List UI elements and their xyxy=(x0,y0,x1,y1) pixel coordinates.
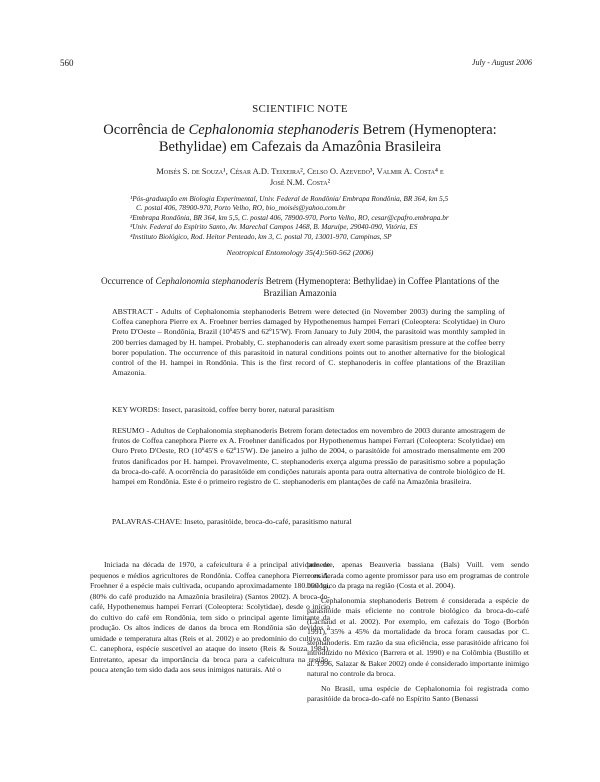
affiliations xyxy=(130,194,510,241)
title-species: Cephalonomia stephanoderis xyxy=(188,122,359,138)
issue-date: July - August 2006 xyxy=(471,58,532,67)
abstract-text: - Adults of Cephalonomia stephanoderis Betrem were detected (in November 2003) during the sampling of Coffea canephora Pierre ex A. Froehner berries damaged by Hypothenemus hampei Ferrari (Coleoptera: Scolytidae) in Ouro Preto D'Oeste – Rondônia, Brazil (10º45'S and 62º15'W). From January to July 2004, the parasitoid was monthly sampled in 200 berries damaged by H. hampei. Probably, C. stephanoderis can already exert some parasitism pressure at the coffee berry borer population. The occurrence of this parasitoid in natural conditions points out to another alternative for the biological control of the H. hampei in Rondônia. This is the first record of C. stephanoderis in coffee plantations of the Brazilian Amazonia. xyxy=(112,307,505,378)
authors-line-2: José N.M. Costa² xyxy=(269,177,331,187)
article-title xyxy=(80,122,520,156)
keywords: KEY WORDS: Insect, parasitoid, coffee berry borer, natural parasitism xyxy=(112,405,335,414)
body-paragraph: presente, apenas Beauveria bassiana (Bals) Vuill. vem sendo considerada como agente promissor para uso em programas de controle biológico da praga na região (Costa et al. 2004). xyxy=(307,560,529,590)
resumo-text: - Adultos de Cephalonomia stephanoderis Betrem foram detectados em novembro de 2003 durante amostragem de frutos de Coffea canephora Pierre ex A. Froehner danificados por Hypothenemus hampei Ferrari (Coleoptera: Scolytidae) em Ouro Preto D'Oeste, RO (10º45'S e 62º15'W). De janeiro a julho de 2004, o parasitóide foi amostrado mensalmente em 200 frutos danificados por H. hampei. Provavelmente, C. stephanoderis exerça alguma pressão de parasitismo sobre a população da broca-do-café. A ocorrência do parasitóide em condições naturais aponta para outra alternativa de controle biológico de H. hampei em Rondônia. Este é o primeiro registro de C. stephanoderis em plantações de café na Amazônia brasileira. xyxy=(112,426,505,487)
authors-line-1: Moisés S. de Souza¹, César A.D. Teixeira², Celso O. Azevedo³, Valmir A. Costa⁴ e xyxy=(156,166,444,176)
resumo-label: RESUMO xyxy=(112,426,145,435)
abstract xyxy=(112,307,505,378)
body-paragraph: Cephalonomia stephanoderis Betrem é considerada a espécie de parasitóide mais eficiente no controle biológico da broca-do-café (Lachaud et al. 2002). Por exemplo, em cafezais do Togo (Borbón 1991), 35% a 45% da mortalidade da broca foram causadas por C. stephanoderis. Em razão da sua eficiência, esse parasitóide africano foi introduzido no México (Barrera et al. 1990) e na Colômbia (Bustillo et al. 1996, Salazar & Baker 2002) onde é considerado importante inimigo natural no controle da broca. xyxy=(307,595,529,678)
title-part2: Betrem (Hymenoptera: Bethylidae) em Cafezais da Amazônia Brasileira xyxy=(158,122,497,155)
affiliation-line: ¹Pós-graduação em Biologia Experimental, Univ. Federal de Rondônia/ Embrapa Rondônia, BR 364, km 5,5 xyxy=(130,194,449,203)
abstract-label: ABSTRACT xyxy=(112,307,153,316)
english-title-part2: Betrem (Hymenoptera: Bethylidae) in Coffee Plantations of the Brazilian Amazonia xyxy=(263,276,500,298)
affiliation-line: ³Univ. Federal do Espírito Santo, Av. Marechal Campos 1468, B. Maruípe, 29040-090, Vitória, ES xyxy=(130,222,418,232)
palavras-chave: PALAVRAS-CHAVE: Inseto, parasitóide, broca-do-café, parasitismo natural xyxy=(112,517,352,526)
english-title xyxy=(92,276,508,299)
body-column-1 xyxy=(90,560,330,676)
english-title-species: Cephalonomia stephanoderis xyxy=(155,276,264,286)
body-paragraph: No Brasil, uma espécie de Cephalonomia foi registrada como parasitóide da broca-do-café no Espírito Santo (Benassi xyxy=(307,683,529,703)
title-part1: Ocorrência de xyxy=(103,122,189,138)
affiliation-line: ⁴Instituto Biológico, Rod. Heitor Penteado, km 3, C. postal 70, 13001-970, Campinas, SP xyxy=(130,231,392,241)
authors xyxy=(120,166,480,188)
english-title-part1: Occurrence of xyxy=(100,276,156,286)
body-paragraph: Iniciada na década de 1970, a cafeicultura é a principal atividade de pequenos e médios agricultores de Rondônia. Coffea canephora Pierre ex A. Froehner é a espécie mais cultivada, ocupando aproximadamente 180.000 ha, (80% do café produzido na Amazônia brasileira) (Santos 2002). A broca-do-café, Hypothenemus hampei Ferrari (Coleoptera: Scolytidae), desde o início do cultivo do café em Rondônia, tem sido o principal agente limitante da produção. Os altos índices de danos da broca em Rondônia são devidos à umidade e temperatura altas (Reis et al. 2002) e ao predomínio do cultivo de C. canephora, espécie suscetível ao ataque do inseto (Reis & Souza 1984). Entretanto, apesar da importância da broca para a cafeicultura na região, pouca atenção tem sido dada aos seus inimigos naturais. Até o xyxy=(90,560,330,674)
body-column-2 xyxy=(307,560,529,705)
resumo xyxy=(112,426,505,487)
affiliation-line: C. postal 406, 78900-970, Porto Velho, RO, bio_moisés@yahoo.com.br xyxy=(136,203,346,213)
page-number: 560 xyxy=(60,58,74,68)
affiliation-line: ²Embrapa Rondônia, BR 364, km 5,5, C. postal 406, 78900-970, Porto Velho, RO, cesar@cpafro.embrapa.br xyxy=(130,212,449,222)
journal-reference: Neotropical Entomology 35(4):560-562 (2006) xyxy=(226,248,374,257)
section-heading: SCIENTIFIC NOTE xyxy=(252,103,348,115)
